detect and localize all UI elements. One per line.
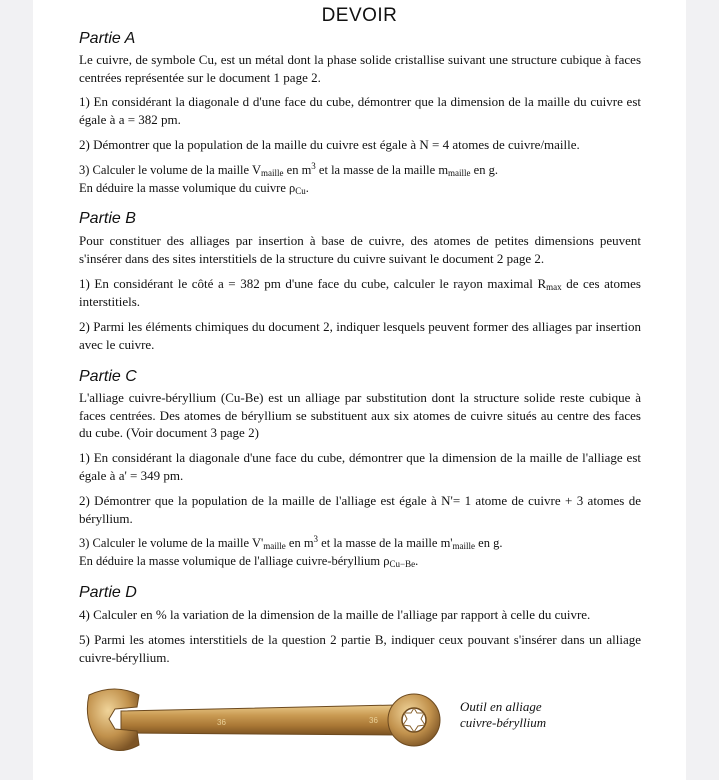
heading-partie-d: Partie D <box>79 584 137 601</box>
partie-a-intro: Le cuivre, de symbole Cu, est un métal dont la phase solide cristallise suivant une structure cubique à faces centrées représentée sur le document 1 page 2. <box>79 52 641 85</box>
partie-a-question-1: 1) En considérant la diagonale d d'une face du cube, démontrer que la dimension de la maille du cuivre est égale à a = 382 pm. <box>79 94 641 127</box>
partie-c-intro: L'alliage cuivre-béryllium (Cu-Be) est un alliage par substitution dont la structure solide reste cubique à faces centrées. Des atomes de béryllium se substituent aux six atomes de cuivre situés au centre des faces du cube. (Voir document 3 page 2) <box>79 390 641 440</box>
partie-c-question-3: 3) Calculer le volume de la maille $V'_{maille}$ en $m^3$ et la masse de la maille $m'_{maille}$ en g. En déduire la masse volumique de l'alliage cuivre-béryllium $\rho_{Cu-Be}$. <box>79 534 503 569</box>
wrench-mark-left: 36 <box>217 718 226 727</box>
partie-c-question-2: 2) Démontrer que la population de la maille de l'alliage est égale à N'= 1 atome de cuivre + 3 atomes de béryllium. <box>79 493 641 526</box>
partie-d-question-4: 4) Calculer en % la variation de la dimension de la maille de l'alliage par rapport à celle du cuivre. <box>79 607 591 622</box>
partie-a-question-2: 2) Démontrer que la population de la maille du cuivre est égale à N = 4 atomes de cuivre/maille. <box>79 137 580 152</box>
wrench-icon <box>81 683 441 763</box>
partie-d-question-5: 5) Parmi les atomes interstitiels de la question 2 partie B, indiquer ceux pouvant s'insérer dans un alliage cuivre-béryllium. <box>79 632 641 665</box>
wrench-mark-right: 36 <box>369 716 378 725</box>
heading-partie-c: Partie C <box>79 368 137 385</box>
heading-partie-b: Partie B <box>79 210 136 227</box>
partie-a-question-3: 3) Calculer le volume de la maille $V_{maille}$ en $m^3$ et la masse de la maille $m_{maille}$ en g. En déduire la masse volumique du cuivre $\rho_{Cu}$. <box>79 161 498 196</box>
heading-partie-a: Partie A <box>79 30 136 47</box>
partie-c-question-1: 1) En considérant la diagonale d'une face du cube, démontrer que la dimension de la maille de l'alliage est égale à a' = 349 pm. <box>79 450 641 483</box>
figure-caption: Outil en alliage cuivre-béryllium <box>460 699 547 730</box>
partie-b-intro: Pour constituer des alliages par insertion à base de cuivre, des atomes de petites dimensions peuvent s'insérer dans des sites interstitiels de la structure du cuivre suivant le document 2 page 2. <box>79 233 641 266</box>
partie-b-question-1: 1) En considérant le côté a = 382 pm d'une face du cube, calculer le rayon maximal $R_{max}$ de ces atomes interstitiels. <box>79 276 641 309</box>
partie-b-question-2: 2) Parmi les éléments chimiques du document 2, indiquer lesquels peuvent former des alliages par insertion avec le cuivre. <box>79 319 641 352</box>
document-page <box>33 0 686 780</box>
page-title: DEVOIR <box>321 5 398 26</box>
